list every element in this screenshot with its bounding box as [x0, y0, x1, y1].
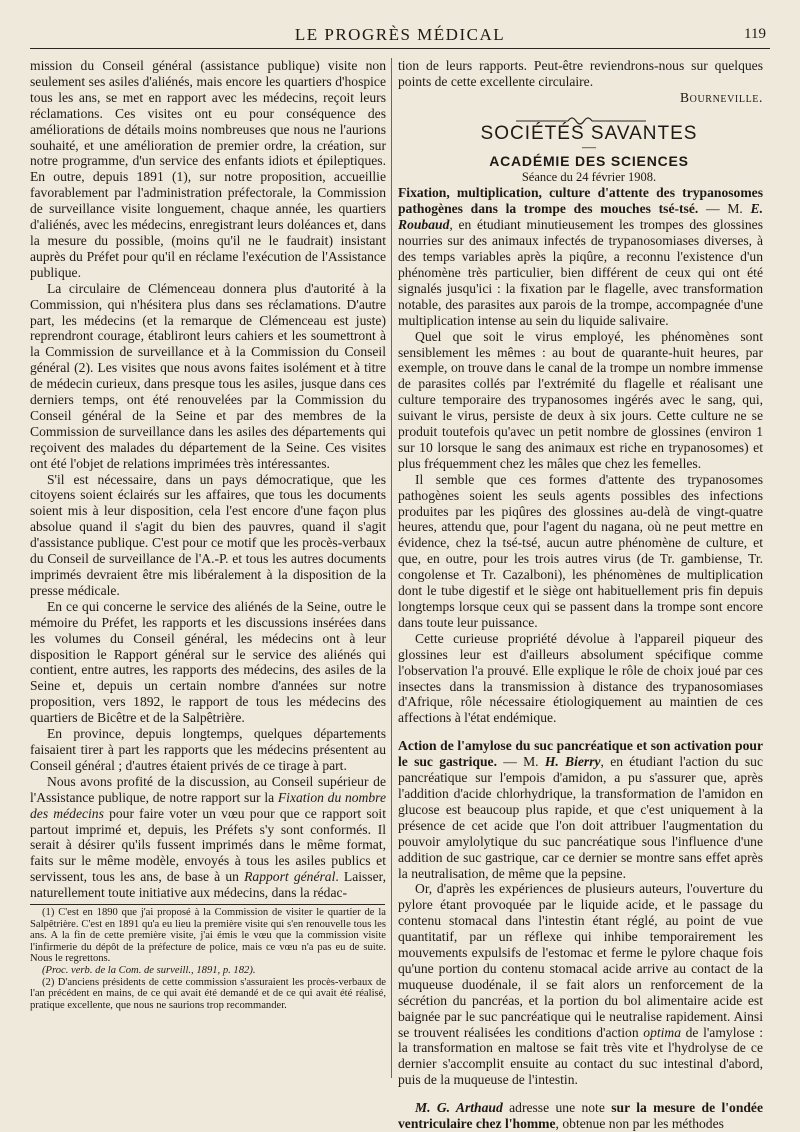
- paragraph: Il semble que ces formes d'attente des trypanosomes pathogènes soient les seuls agents possibles des infections produites par les piqûres des glossines au-delà de vingt-quatre heures, attendu que, pour l'agent du nagana, où ne peut mettre en évidence, chez la tsé-tsé, aucun autre phénomène de culture, et que, en outre, pour les trois autres virus (de Tr. gambiense, Tr. congolense et Tr. Cazalboni), les phénomènes de multiplication dont le tube digestif et le siège ont habituellement pris fin depuis longtemps lorsque ceux qui se passent dans la trompe sont encore dans toute leur puissance.: [398, 471, 763, 630]
- paragraph: [30, 774, 386, 901]
- italic-term: optima: [643, 1024, 682, 1040]
- paragraph: En province, depuis longtemps, quelques départements faisaient tirer à part les rapports que les médecins présentent au Conseil général ; d'autres étaient privés de ce tirage à part.: [30, 726, 386, 773]
- page-number: 119: [744, 26, 766, 42]
- text-run: pour faire voter un vœu pour que ce rapport soit partout imprimé et, depuis, les Préfets s'y sont conformés. Il serait à désirer qu'ils fussent imprimés dans le même format, faits sur le même modèle, envoyés à tous les asiles publics et servissent, tous les ans, de base à un: [30, 805, 386, 885]
- paragraph: La circulaire de Clémenceau donnera plus d'autorité à la Commission, qui n'hésitera plus dans ses réclamations. D'autre part, les médecins (et la remarque de Clémenceau est juste) reprendront courage, établiront leurs cahiers et les soumettront à la Commission de surveillance et à la Commission du Conseil général (2). Les visites que nous avons faites isolément et à titre de médecin curieux, dans presque tous les asiles, jusque dans ces derniers temps, ont été renouvelées par la Commission du Conseil général de la Seine et par des membres de la Commission de surveillance dans les asiles des départements qui reçoivent des malades du département de la Seine. Ces visites ont été l'objet de relations imprimées très intéressantes.: [30, 280, 386, 471]
- author-name: M. G. Arthaud: [415, 1100, 503, 1116]
- paragraph: Cette curieuse propriété dévolue à l'appareil piqueur des glossines leur est d'ailleurs absolument spécifique comme l'observation l'a prouvé. Elle explique le rôle de choix joué par ces insectes dans la transmission à distance des trypanosomiases d'Afrique, rôle nécessaire étiologiquement au maintien de ces affections à l'état endémique.: [398, 630, 763, 726]
- text-run: — M.: [496, 754, 545, 770]
- footnote-citation: (Proc. verb. de la Com. de surveill., 1891, p. 182).: [42, 965, 256, 976]
- text-run: Or, d'après les expériences de plusieurs auteurs, l'ouverture du pylore étant provoquée par le liquide acide, et le passage du contenu stomacal dans l'intestin étant réglé, au point de vue quantitatif, par un réflexe qui inhibe temporairement les mouvements expulsifs de l'estomac et ferme le pylore chaque fois qu'une portion du contenu stomacal acide arrive au contact de la muqueuse duodénale, il se fait alors un renforcement de la sécrétion du pancréas, et la portion du bol alimentaire acide est baignée par le suc pancréatique qui le neutralise rapidement. Ainsi se trouvent réalisées les conditions d'action: [398, 881, 763, 1040]
- academy-heading: ACADÉMIE DES SCIENCES: [489, 152, 689, 169]
- text-run: Nous avons profité de la discussion, au Conseil supérieur de l'Assistance publique, de notre rapport sur la: [30, 773, 386, 805]
- paragraph: Quel que soit le virus employé, les phénomènes sont sensiblement les mêmes : au bout de quarante-huit heures, par exemple, on trouve dans le canal de la trompe un nombre immense de parasites collés par l'extrémité du flagelle et réalisant une culture temporaire des trypanosomes ingérés avec le sang, qui, suivant le virus, persiste de deux à six jours. Cette culture ne se produit toutefois qu'avec un petit nombre de glossines (environ 1 sur 10 lorsque le sang des animaux est riche en trypanosomes) et plus fréquemment chez les mâles que chez les femelles.: [398, 328, 763, 471]
- article-title: Fixation, multiplication, culture d'attente des trypanosomes pathogènes dans la trompe des mouches tsé-tsé.: [398, 185, 763, 217]
- article-title: sur la mesure de l'ondée ventriculaire chez l'homme: [398, 1100, 764, 1132]
- text-run: de l'amylose : la transformation en maltose se fait très vite et l'hydrolyse de ce dernier s'accomplit ensuite au contact du suc intestinal d'abord, puis de la muqueuse de l'intestin.: [398, 1024, 763, 1088]
- text-run: adresse une note: [502, 1100, 612, 1116]
- italic-title: Fixation du nombre des médecins: [30, 789, 386, 821]
- author-name: H. Bierry: [544, 754, 601, 770]
- text-run: , obtenue non par les méthodes: [555, 1116, 724, 1132]
- running-header: [30, 14, 770, 49]
- footnote: (2) D'anciens présidents de cette commission s'assuraient les procès-verbaux de l'an précédent en mains, de ce qui avait été demandé et de ce qui avait été réalisé, pratique excellente, que nous ne saurions trop recommander.: [30, 976, 386, 1011]
- author-name: E. Roubaud: [398, 201, 764, 233]
- column-divider: [391, 58, 392, 1078]
- article-paragraph: [398, 738, 763, 881]
- footnote-rule: [30, 904, 385, 905]
- paragraph: S'il est nécessaire, dans un pays démocratique, que les citoyens soient éclairés sur les affaires, que tous les documents soient mis à leur disposition, cela l'est encore d'une façon plus absolue quand il s'agit du bien des pauvres, quand il s'agit d'assistance publique. C'est pour ce motif que les procès-verbaux du Conseil de surveillance de l'A.-P. et tous les autres documents imprimés devraient être mis libéralement à la disposition de la presse médicale.: [30, 471, 386, 598]
- session-date: Séance du 24 février 1908.: [521, 169, 657, 184]
- text-run: , en étudiant l'action du suc pancréatique sur l'empois d'amidon, a pu s'assurer que, après l'addition d'acide chlorhydrique, la transformation de l'amidon en glucose est beaucoup plus rapide, et que c'est uniquement à la présence de cet acide que l'on doit attribuer l'augmentation du pouvoir amylolytique du suc pancréatique sous l'influence d'une addition de suc gastrique, car ce dernier se montre sans effet après la neutralisation, de même que la pepsine.: [398, 754, 763, 881]
- section-title: SOCIÉTÉS SAVANTES: [480, 122, 698, 144]
- author-signature: Bourneville.: [680, 89, 763, 105]
- running-title: LE PROGRÈS MÉDICAL: [294, 25, 506, 44]
- right-column: [398, 58, 764, 1132]
- left-column: [30, 58, 386, 1074]
- text-run: — M.: [698, 201, 751, 217]
- paragraph: mission du Conseil général (assistance publique) visite non seulement ses asiles d'aliénés, mais encore les quartiers d'hospice tous les ans, se met en rapport avec les médecins, reçoit leurs réclamations. Ces visites ont eu pour conséquence des améliorations de détails moins nombreuses que nous ne l'aurions souhaité, et une amélioration de premier ordre, la création, sur notre programme, d'un service des enfants idiots et épileptiques. En outre, depuis 1891 (1), sur notre proposition, accueillie favorablement par l'administration préfectorale, la Commission de surveillance visite longuement, chaque année, les quartiers d'aliénés, avec les médecins, enregistrant leurs doléances et, dans la mesure du possible, (moins qu'il ne le faudrait) insistant auprès du Préfet pour qu'il en réclame l'exécution de l'Assistance publique.: [30, 58, 386, 280]
- article-paragraph: [398, 185, 763, 328]
- italic-title: Rapport général: [244, 869, 336, 885]
- article-title: Action de l'amylose du suc pancréatique et son activation pour le suc gastrique.: [398, 738, 763, 770]
- section-dash: —: [582, 139, 596, 155]
- paragraph: [398, 881, 763, 1088]
- article-paragraph: [398, 1100, 763, 1132]
- text-run: . Laisser, naturellement toute initiative aux médecins, dans la rédac-: [30, 869, 387, 901]
- footnote: (1) C'est en 1890 que j'ai proposé à la Commission de visiter le quartier de la Salpêtrière. C'est en 1891 qu'a eu lieu la première visite qui s'en renouvelle tous les ans. A la fin de cette première visite, j'ai émis le vœu que la commission visite l'infirmerie du dépôt de la préfecture de police, mais ce vœu n'a pas eu de suite. Nous le regrettons.: [30, 907, 386, 965]
- paragraph: tion de leurs rapports. Peut-être reviendrons-nous sur quelques points de cette excellente circulaire.: [398, 58, 763, 89]
- paragraph: En ce qui concerne le service des aliénés de la Seine, outre le mémoire du Préfet, les rapports et les discussions insérées dans les volumes du Conseil général, les médecins ont à leur disposition le Rapport général sur le service des aliénés qui contient, entre autres, les rapports des médecins, des asiles de la Seine et, depuis un certain nombre d'années sur notre proposition, vers 1892, le rapport de tous les médecins des quartiers de Bicêtre et de la Salpêtrière.: [30, 598, 386, 726]
- text-run: , en étudiant minutieusement les trompes des glossines nourries sur des animaux infectés de trypanosomiases diverses, à des temps variables après la piqûre, a reconnu l'existence d'un phénomène très particulier, bien différent de ceux qui ont été signalés jusqu'ici : la fixation par le flagelle, avec transformation notable, des parasites aux parois de la trompe, accompagnée d'une multiplication intense au sein du liquide salivaire.: [398, 217, 763, 328]
